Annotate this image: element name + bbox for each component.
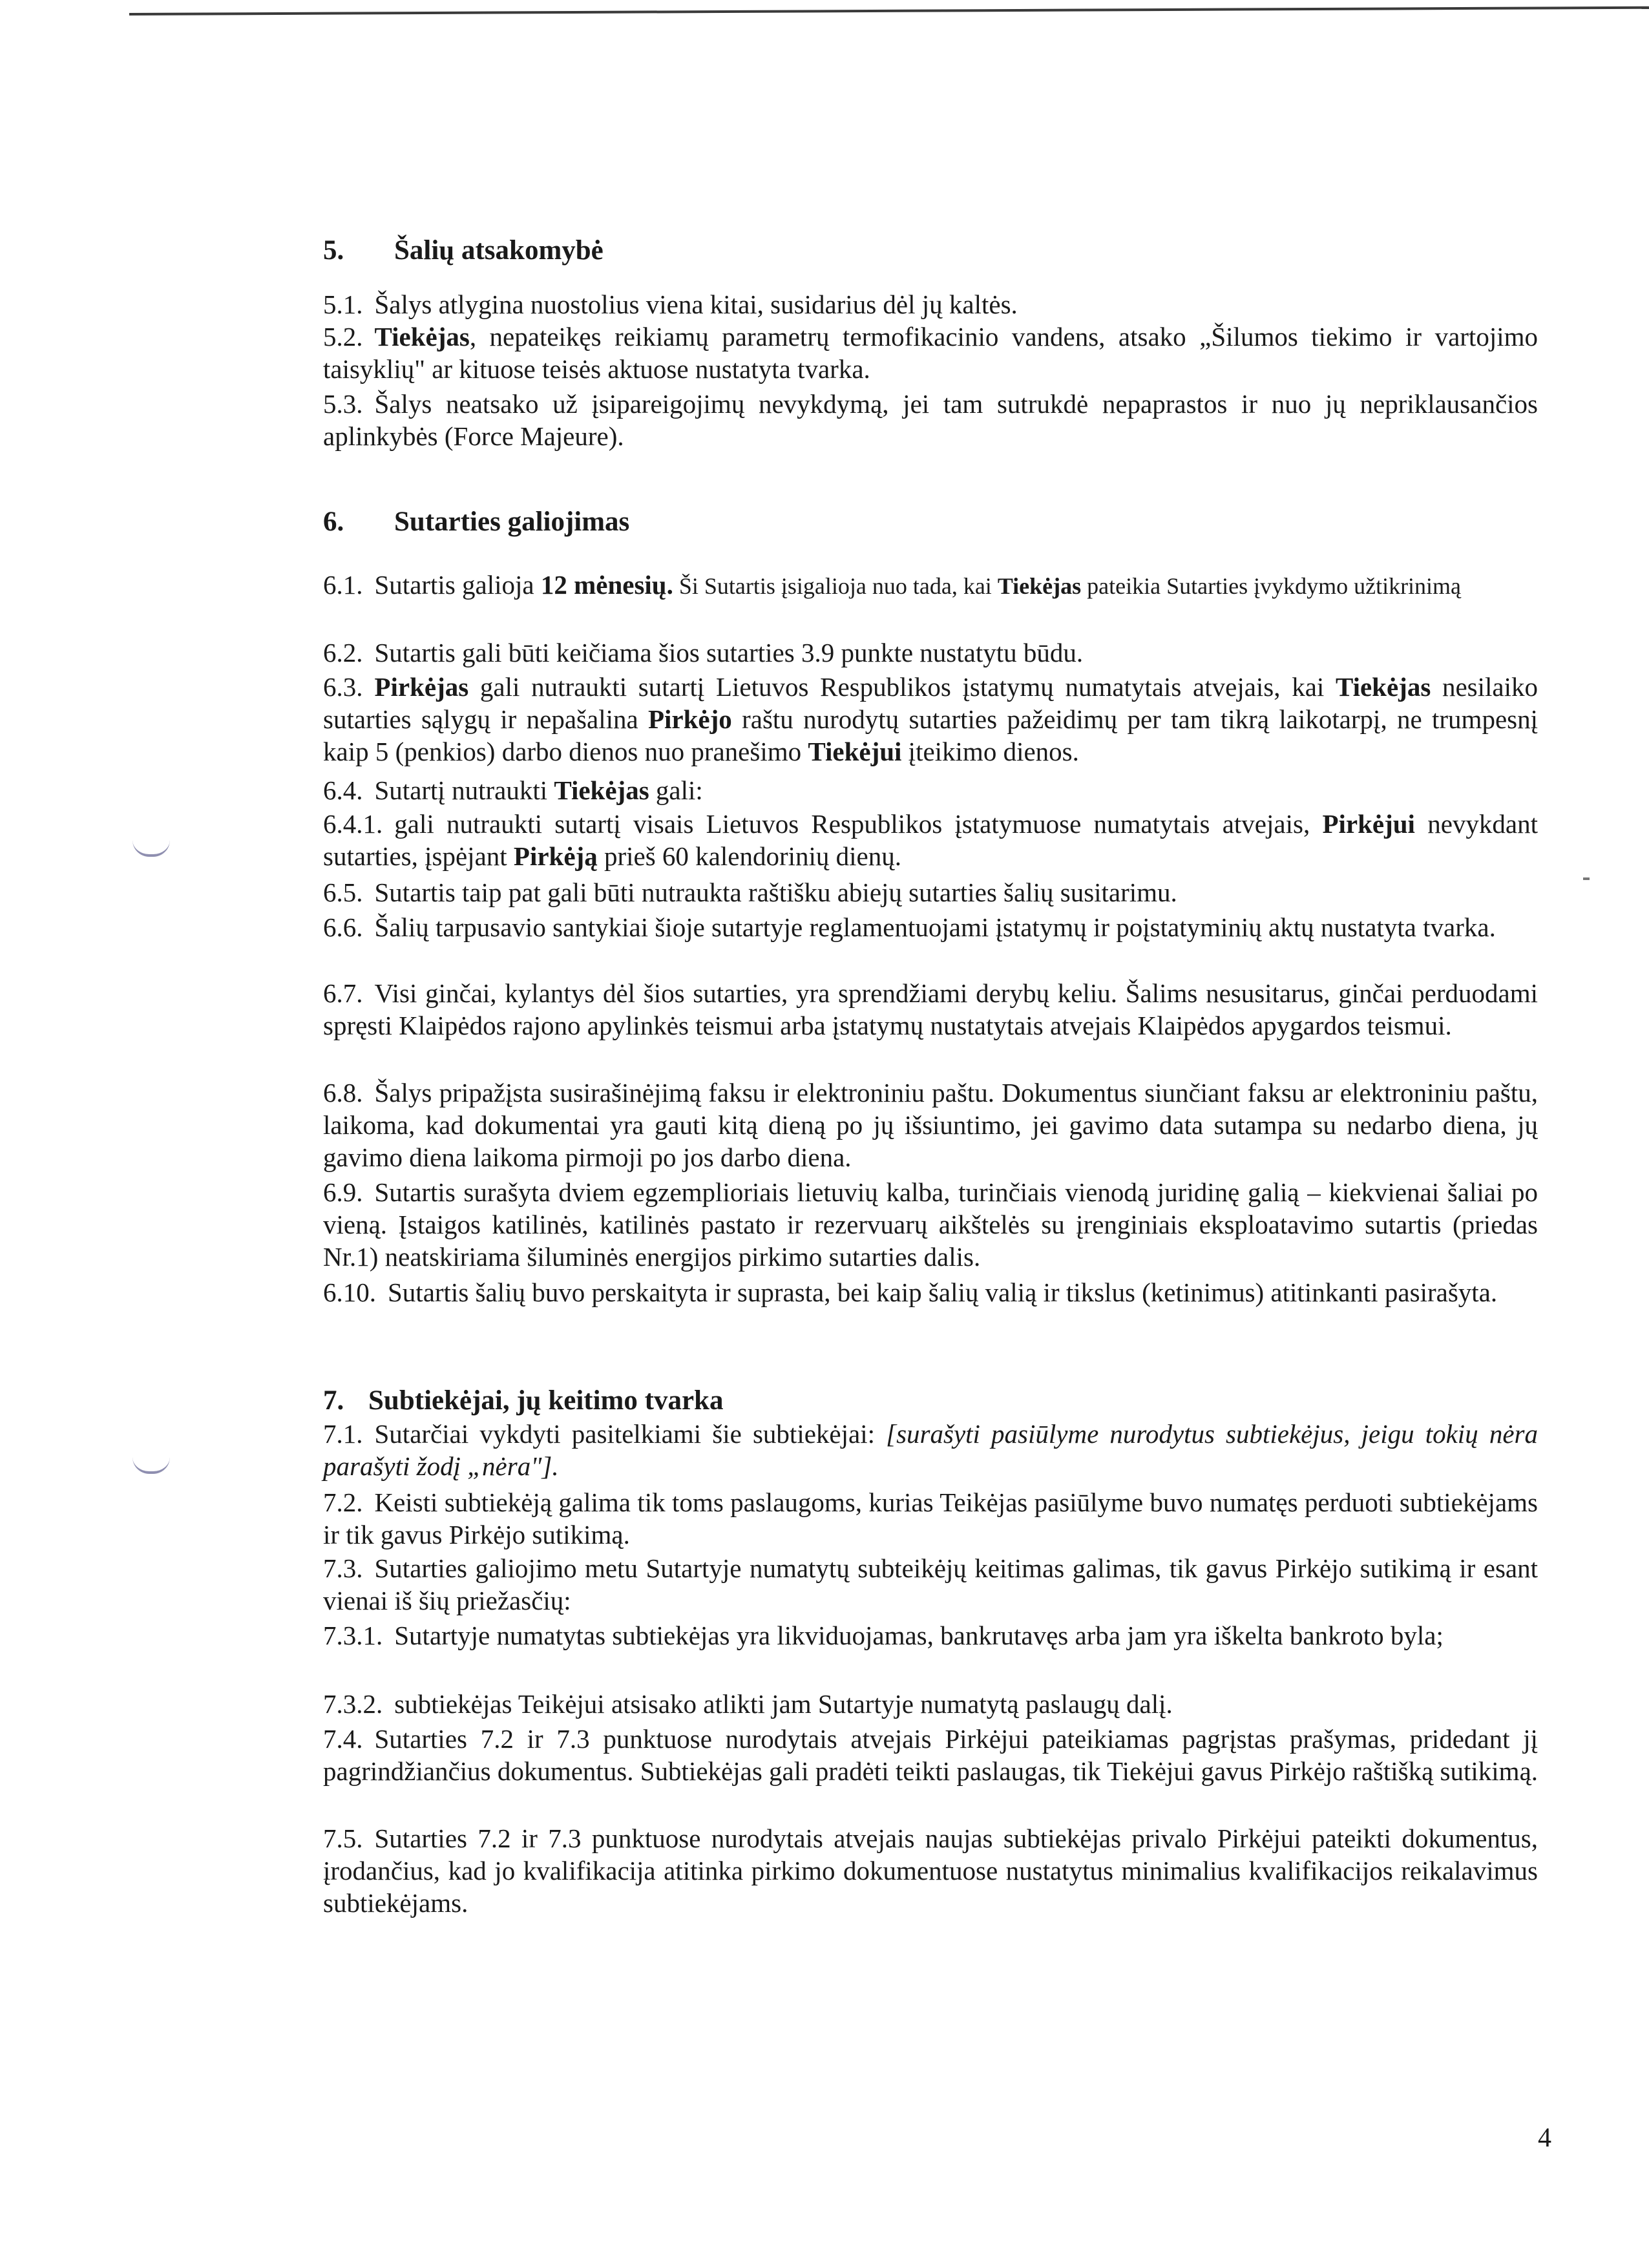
section-heading-5: 5. Šalių atsakomybė bbox=[323, 235, 604, 266]
clause-6-3: 6.3. Pirkėjas gali nutraukti sutartį Lietuvos Respublikos įstatymų numatytais atvejais, kai Tiekėjas nesilaiko sutarties sąlygų ir nepašalina Pirkėjo raštu nurodytų sutarties pažeidimų per tam tikrą laikotarpį, ne trumpesnį kaip 5 (penkios) darbo dienos nuo pranešimo Tiekėjui įteikimo dienos. bbox=[323, 672, 1538, 766]
clause-6-10: 6.10. Sutartis šalių buvo perskaityta ir suprasta, bei kaip šalių valią ir tikslus (ketinimus) atitinkanti pasirašyta. bbox=[323, 1277, 1498, 1307]
clause-7-3-1: 7.3.1. Sutartyje numatytas subtiekėjas yra likviduojamas, bankrutavęs arba jam yra iškelta bankroto byla; bbox=[323, 1621, 1444, 1650]
clause-6-4: 6.4. Sutartį nutraukti Tiekėjas gali: bbox=[323, 775, 703, 805]
clause-7-2: 7.2. Keisti subtiekėją galima tik toms paslaugoms, kurias Teikėjas pasiūlyme buvo numatęs perduoti subtiekėjams ir tik gavus Pirkėjo sutikimą. bbox=[323, 1487, 1538, 1549]
clause-6-4-1: 6.4.1. gali nutraukti sutartį visais Lietuvos Respublikos įstatymuose numatytais atvejais, Pirkėjui nevykdant sutarties, įspėjant Pirkėją prieš 60 kalendorinių dienų. bbox=[323, 809, 1538, 871]
clause-6-6: 6.6. Šalių tarpusavio santykiai šioje sutartyje reglamentuojami įstatymų ir poįstatyminių aktų nustatyta tvarka. bbox=[323, 912, 1496, 942]
clause-7-3: 7.3. Sutarties galiojimo metu Sutartyje numatytų subteikėjų keitimas galimas, tik gavus Pirkėjo sutikimą ir esant vienai iš šių priežasčių: bbox=[323, 1553, 1538, 1615]
clause-5-1: 5.1. Šalys atlygina nuostolius viena kitai, susidarius dėl jų kaltės. bbox=[323, 289, 1018, 319]
clause-6-5: 6.5. Sutartis taip pat gali būti nutraukta raštišku abiejų sutarties šalių susitarimu. bbox=[323, 877, 1177, 907]
clause-7-1: 7.1. Sutarčiai vykdyti pasitelkiami šie subtiekėjai: [surašyti pasiūlyme nurodytus subtiekėjus, jeigu tokių nėra parašyti žodį „nėra"]. bbox=[323, 1419, 1538, 1481]
clause-7-3-2: 7.3.2. subtiekėjas Teikėjui atsisako atlikti jam Sutartyje numatytą paslaugų dalį. bbox=[323, 1689, 1173, 1719]
clause-6-8: 6.8. Šalys pripažįsta susirašinėjimą faksu ir elektroniniu paštu. Dokumentus siunčiant faksu ar elektroniniu paštu, laikoma, kad dokumentai yra gauti kitą dieną po jų išsiuntimo, jei gavimo data sutampa su nedarbo diena, jų gavimo diena laikoma pirmoji po jos darbo diena. bbox=[323, 1078, 1538, 1172]
clause-6-7: 6.7. Visi ginčai, kylantys dėl šios sutarties, yra sprendžiami derybų keliu. Šalims nesusitarus, ginčai perduodami spręsti Klaipėdos rajono apylinkės teismui arba įstatymų nustatytais atvejais Klaipėdos apygardos teismui. bbox=[323, 978, 1538, 1040]
page-number: 4 bbox=[1538, 2123, 1551, 2153]
section-heading-7: 7. Subtiekėjai, jų keitimo tvarka bbox=[323, 1385, 724, 1416]
clause-7-4: 7.4. Sutarties 7.2 ir 7.3 punktuose nurodytais atvejais Pirkėjui pateikiamas pagrįstas prašymas, pridedant jį pagrindžiančius dokumentus. Subtiekėjas gali pradėti teikti paslaugas, tik Tiekėjui gavus Pirkėjo raštišką sutikimą. bbox=[323, 1724, 1539, 1786]
clause-6-9: 6.9. Sutartis surašyta dviem egzemplioriais lietuvių kalba, turinčiais vienodą juridinę galią – kiekvienai šaliai po vieną. Įstaigos katilinės, katilinės pastato ir rezervuarų aikštelės su įrenginiais eksploatavimo sutartis (priedas Nr.1) neatskiriama šiluminės energijos pirkimo sutarties dalis. bbox=[323, 1177, 1538, 1272]
clause-5-2: 5.2. Tiekėjas, nepateikęs reikiamų parametrų termofikacinio vandens, atsako „Šilumos tiekimo ir vartojimo taisyklių" ar kituose teisės aktuose nustatyta tvarka. bbox=[323, 322, 1538, 384]
clause-6-2: 6.2. Sutartis gali būti keičiama šios sutarties 3.9 punkte nustatytu būdu. bbox=[323, 638, 1084, 667]
clause-5-3: 5.3. Šalys neatsako už įsipareigojimų nevykdymą, jei tam sutrukdė nepaprastos ir nuo jų nepriklausančios aplinkybės (Force Majeure). bbox=[323, 389, 1538, 451]
clause-6-1: 6.1. Sutartis galioja 12 mėnesių. Ši Sutartis įsigalioja nuo tada, kai Tiekėjas pateikia Sutarties įvykdymo užtikrinimą bbox=[323, 570, 1462, 600]
clause-7-5: 7.5. Sutarties 7.2 ir 7.3 punktuose nurodytais atvejais naujas subtiekėjas privalo Pirkėjui pateikti dokumentus, įrodančius, kad jo kvalifikacija atitinka pirkimo dokumentuose nustatytus minimalius kvalifikacijos reikalavimus subtiekėjams. bbox=[323, 1823, 1538, 1918]
section-heading-6: 6. Sutarties galiojimas bbox=[323, 507, 630, 537]
